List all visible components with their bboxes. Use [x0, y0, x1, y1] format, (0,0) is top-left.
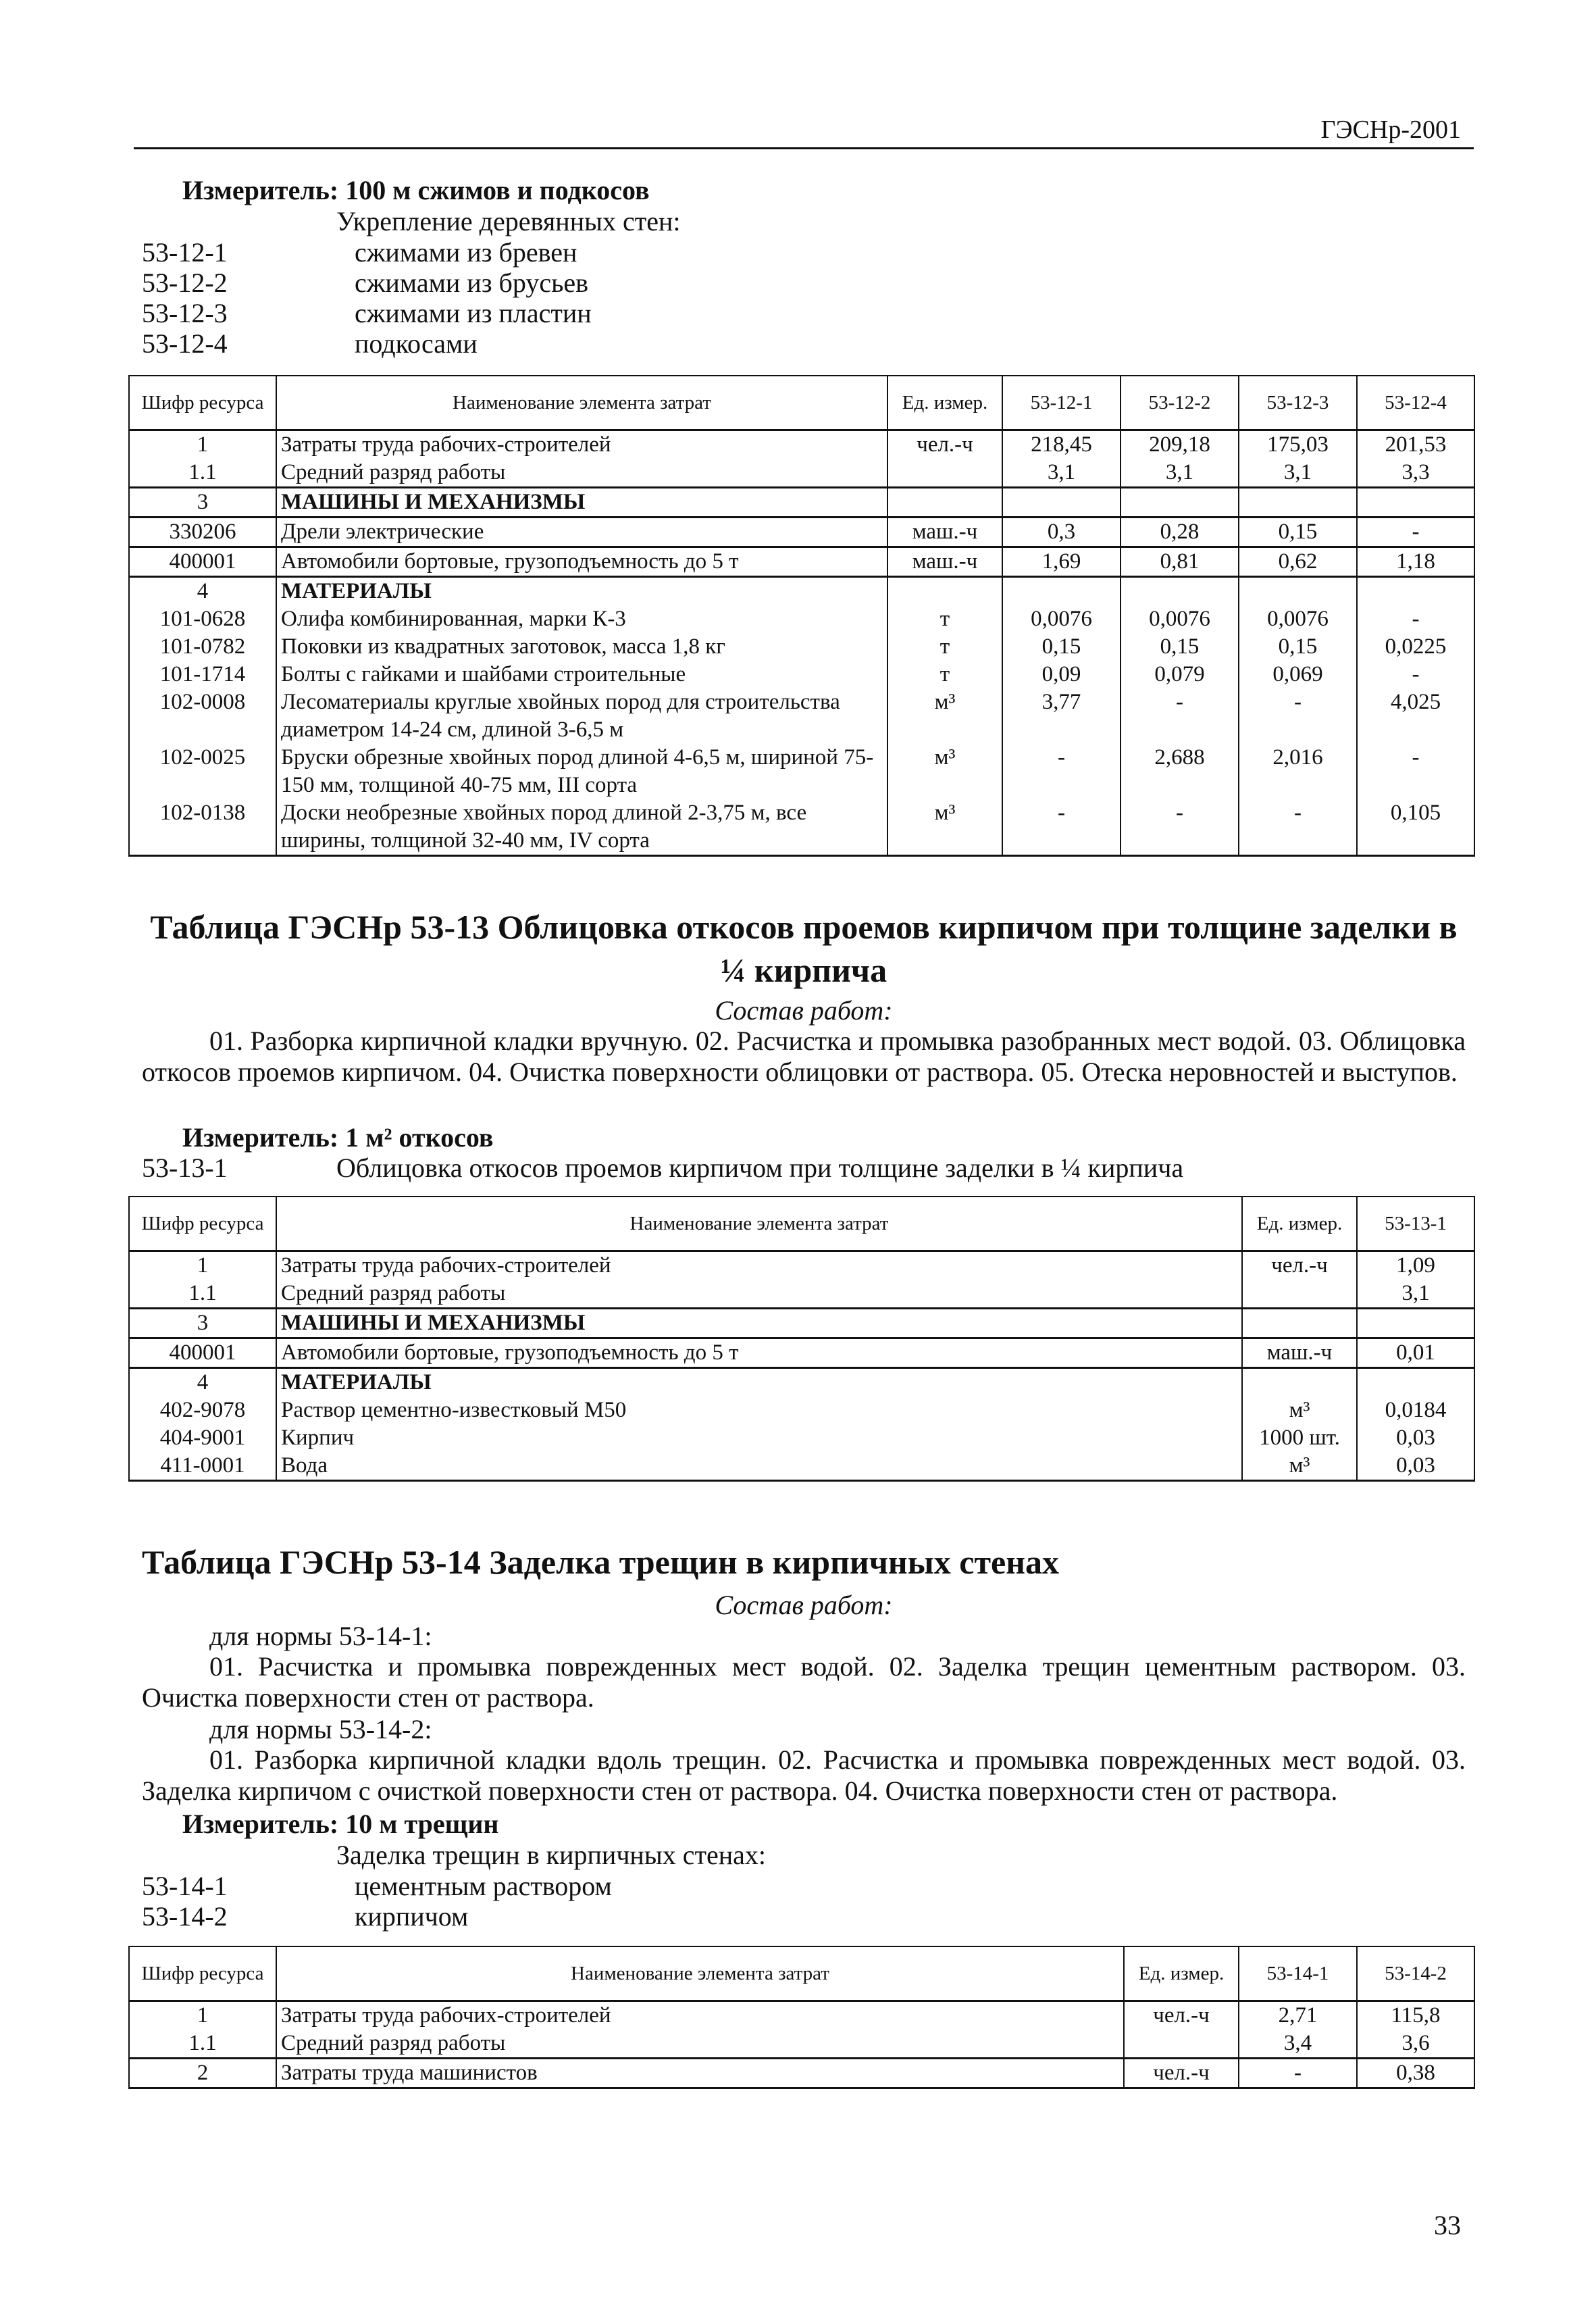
- value-cell: 0,3: [1002, 517, 1121, 547]
- col-header: 53-13-1: [1357, 1197, 1474, 1251]
- resource-code-cell: 101-1714: [129, 661, 276, 688]
- resource-name-cell: Затраты труда рабочих-строителей: [276, 430, 887, 459]
- resource-name-cell: Дрели электрические: [276, 517, 887, 547]
- value-cell: 2,71: [1239, 2001, 1357, 2030]
- table-row: [129, 1367, 1474, 1397]
- sec14-norm2-label: для нормы 53-14-2:: [209, 1714, 432, 1744]
- resource-name-cell: Затраты труда машинистов: [276, 2058, 1124, 2088]
- value-cell: 0,38: [1357, 2058, 1474, 2088]
- col-header: 53-14-2: [1357, 1946, 1474, 2001]
- resource-name-cell: Олифа комбинированная, марки К-3: [276, 605, 887, 633]
- unit-cell: [1242, 1280, 1357, 1309]
- unit-cell: чел.-ч: [887, 430, 1002, 459]
- value-cell: -: [1002, 744, 1121, 799]
- value-cell: [1357, 576, 1474, 605]
- resource-name-cell: Затраты труда рабочих-строителей: [276, 2001, 1124, 2030]
- col-header: Наименование элемента затрат: [276, 1946, 1124, 2001]
- resource-name-cell: МАТЕРИАЛЫ: [276, 576, 887, 605]
- value-cell: [1239, 487, 1357, 517]
- resource-code-cell: 2: [129, 2058, 276, 2088]
- unit-cell: 1000 шт.: [1242, 1424, 1357, 1452]
- col-header: Наименование элемента затрат: [276, 1197, 1242, 1251]
- table-row: [129, 2030, 1474, 2059]
- sec14-title: Таблица ГЭСНр 53-14 Заделка трещин в кирпичных стенах: [142, 1543, 1060, 1581]
- resource-name-cell: Лесоматериалы круглые хвойных пород для строительства диаметром 14-24 см, длиной 3-6,5 м: [276, 688, 887, 744]
- table-row: [129, 576, 1474, 605]
- resource-code-cell: 1.1: [129, 2030, 276, 2059]
- resource-name-cell: Кирпич: [276, 1424, 1242, 1452]
- value-cell: [1002, 576, 1121, 605]
- unit-cell: м³: [887, 744, 1002, 799]
- sec12-item-code: 53-12-1: [142, 237, 228, 268]
- value-cell: 2,016: [1239, 744, 1357, 799]
- resource-code-cell: 3: [129, 487, 276, 517]
- resource-code-cell: 1: [129, 2001, 276, 2030]
- unit-cell: [1124, 2030, 1239, 2059]
- table-row: [129, 1452, 1474, 1481]
- table-row: [129, 1424, 1474, 1452]
- value-cell: [1002, 487, 1121, 517]
- table-header-row: [129, 1946, 1474, 2001]
- resource-table-53-14: [128, 1946, 1475, 2089]
- sec12-item-code: 53-12-2: [142, 268, 228, 298]
- value-cell: 0,81: [1121, 547, 1239, 576]
- table-row: [129, 605, 1474, 633]
- col-header: 53-12-2: [1121, 376, 1239, 430]
- table-row: [129, 661, 1474, 688]
- sec14-item-text: цементным раствором: [355, 1871, 612, 1901]
- value-cell: 4,025: [1357, 688, 1474, 744]
- header-rule: [134, 147, 1474, 149]
- sec14-norm1-label: для нормы 53-14-1:: [209, 1621, 432, 1651]
- col-header: 53-14-1: [1239, 1946, 1357, 2001]
- value-cell: 3,1: [1002, 459, 1121, 488]
- value-cell: 3,1: [1357, 1280, 1474, 1309]
- table-row: [129, 688, 1474, 744]
- value-cell: -: [1239, 2058, 1357, 2088]
- sec12-item-code: 53-12-4: [142, 328, 228, 359]
- table-row: [129, 633, 1474, 661]
- value-cell: [1121, 487, 1239, 517]
- value-cell: [1357, 487, 1474, 517]
- sec12-item-text: сжимами из пластин: [355, 298, 592, 328]
- sec14-meter: Измеритель: 10 м трещин: [182, 1809, 499, 1839]
- col-header: 53-12-3: [1239, 376, 1357, 430]
- col-header: 53-12-1: [1002, 376, 1121, 430]
- unit-cell: м³: [1242, 1397, 1357, 1424]
- col-header: 53-12-4: [1357, 376, 1474, 430]
- resource-name-cell: Доски необрезные хвойных пород длиной 2-3,75 м, все ширины, толщиной 32-40 мм, IV сорта: [276, 799, 887, 856]
- resource-code-cell: 1.1: [129, 459, 276, 488]
- resource-name-cell: Болты с гайками и шайбами строительные: [276, 661, 887, 688]
- table-header-row: [129, 376, 1474, 430]
- table-body: [129, 2001, 1474, 2088]
- unit-cell: маш.-ч: [887, 517, 1002, 547]
- value-cell: 1,69: [1002, 547, 1121, 576]
- col-header: Ед. измер.: [1242, 1197, 1357, 1251]
- resource-code-cell: 1: [129, 430, 276, 459]
- unit-cell: маш.-ч: [1242, 1338, 1357, 1367]
- value-cell: 0,079: [1121, 661, 1239, 688]
- value-cell: 2,688: [1121, 744, 1239, 799]
- value-cell: 0,15: [1121, 633, 1239, 661]
- unit-cell: [887, 459, 1002, 488]
- unit-cell: т: [887, 605, 1002, 633]
- table-row: [129, 799, 1474, 856]
- value-cell: 3,6: [1357, 2030, 1474, 2059]
- value-cell: 0,0076: [1002, 605, 1121, 633]
- value-cell: 3,4: [1239, 2030, 1357, 2059]
- value-cell: 218,45: [1002, 430, 1121, 459]
- resource-code-cell: 4: [129, 576, 276, 605]
- value-cell: -: [1357, 605, 1474, 633]
- sec14-item-code: 53-14-2: [142, 1901, 228, 1932]
- col-header: Ед. измер.: [1124, 1946, 1239, 2001]
- resource-code-cell: 102-0138: [129, 799, 276, 856]
- table-row: [129, 2058, 1474, 2088]
- resource-table-53-13: [128, 1196, 1475, 1482]
- resource-name-cell: Средний разряд работы: [276, 459, 887, 488]
- sec12-item-text: сжимами из брусьев: [355, 268, 588, 298]
- sec14-item-text: кирпичом: [355, 1901, 469, 1932]
- sec14-caption: Заделка трещин в кирпичных стенах:: [336, 1840, 766, 1870]
- table-row: [129, 1397, 1474, 1424]
- value-cell: 0,15: [1239, 633, 1357, 661]
- value-cell: [1357, 1308, 1474, 1338]
- value-cell: 1,18: [1357, 547, 1474, 576]
- resource-name-cell: Средний разряд работы: [276, 1280, 1242, 1309]
- table-row: [129, 1308, 1474, 1338]
- unit-cell: [887, 576, 1002, 605]
- unit-cell: чел.-ч: [1124, 2001, 1239, 2030]
- value-cell: 175,03: [1239, 430, 1357, 459]
- unit-cell: чел.-ч: [1124, 2058, 1239, 2088]
- table-row: [129, 547, 1474, 576]
- table-row: [129, 744, 1474, 799]
- sec12-item-text: подкосами: [355, 328, 478, 359]
- value-cell: -: [1357, 661, 1474, 688]
- unit-cell: чел.-ч: [1242, 1251, 1357, 1280]
- value-cell: 209,18: [1121, 430, 1239, 459]
- unit-cell: т: [887, 661, 1002, 688]
- value-cell: 0,03: [1357, 1452, 1474, 1481]
- table-body: [129, 430, 1474, 855]
- resource-code-cell: 101-0782: [129, 633, 276, 661]
- value-cell: 115,8: [1357, 2001, 1474, 2030]
- value-cell: 0,62: [1239, 547, 1357, 576]
- resource-code-cell: 102-0008: [129, 688, 276, 744]
- value-cell: -: [1239, 799, 1357, 856]
- value-cell: 0,15: [1239, 517, 1357, 547]
- sec13-work: 01. Разборка кирпичной кладки вручную. 02. Расчистка и промывка разобранных мест водой. 03. Облицовка откосов проемов кирпичом. 04. Очистка поверхности облицовки от раствора. 05. Отеска неровностей и выступов.: [142, 1026, 1466, 1087]
- value-cell: 0,03: [1357, 1424, 1474, 1452]
- resource-code-cell: 404-9001: [129, 1424, 276, 1452]
- resource-code-cell: 3: [129, 1308, 276, 1338]
- resource-code-cell: 4: [129, 1367, 276, 1397]
- table-row: [129, 1280, 1474, 1309]
- value-cell: 0,28: [1121, 517, 1239, 547]
- unit-cell: [1242, 1308, 1357, 1338]
- resource-name-cell: Поковки из квадратных заготовок, масса 1,8 кг: [276, 633, 887, 661]
- resource-name-cell: Средний разряд работы: [276, 2030, 1124, 2059]
- value-cell: 0,105: [1357, 799, 1474, 856]
- unit-cell: т: [887, 633, 1002, 661]
- value-cell: 0,0076: [1121, 605, 1239, 633]
- unit-cell: [887, 487, 1002, 517]
- col-header: Шифр ресурса: [129, 376, 276, 430]
- table-row: [129, 1338, 1474, 1367]
- value-cell: 0,0076: [1239, 605, 1357, 633]
- col-header: Наименование элемента затрат: [276, 376, 887, 430]
- value-cell: [1239, 576, 1357, 605]
- resource-name-cell: МАТЕРИАЛЫ: [276, 1367, 1242, 1397]
- unit-cell: м³: [887, 799, 1002, 856]
- sec14-norm2-text: 01. Разборка кирпичной кладки вдоль трещин. 02. Расчистка и промывка поврежденных мест водой. 03. Заделка кирпичом с очисткой поверхности стен от раствора. 04. Очистка поверхности стен от раствора.: [142, 1744, 1466, 1806]
- resource-table-53-12: [128, 375, 1475, 857]
- value-cell: -: [1002, 799, 1121, 856]
- table-row: [129, 517, 1474, 547]
- table-row: [129, 1251, 1474, 1280]
- unit-cell: маш.-ч: [887, 547, 1002, 576]
- sec14-norm1-text: 01. Расчистка и промывка поврежденных мест водой. 02. Заделка трещин цементным раствором. 03. Очистка поверхности стен от раствора.: [142, 1651, 1466, 1713]
- value-cell: 0,0184: [1357, 1397, 1474, 1424]
- sec13-title: Таблица ГЭСНр 53-13 Облицовка откосов проемов кирпичом при толщине заделки в ¼ кирпича: [150, 908, 1458, 989]
- sec13-sostav: Состав работ:: [715, 995, 893, 1026]
- resource-name-cell: Автомобили бортовые, грузоподъемность до 5 т: [276, 547, 887, 576]
- table-row: [129, 459, 1474, 488]
- page-number: 33: [1434, 2210, 1461, 2240]
- resource-code-cell: 411-0001: [129, 1452, 276, 1481]
- table-row: [129, 487, 1474, 517]
- sec14-item-code: 53-14-1: [142, 1871, 228, 1901]
- sec14-sostav: Состав работ:: [715, 1590, 893, 1620]
- resource-code-cell: 400001: [129, 547, 276, 576]
- value-cell: [1357, 1367, 1474, 1397]
- resource-code-cell: 1: [129, 1251, 276, 1280]
- sec13-meter: Измеритель: 1 м² откосов: [182, 1122, 494, 1153]
- value-cell: 201,53: [1357, 430, 1474, 459]
- value-cell: -: [1121, 799, 1239, 856]
- resource-code-cell: 400001: [129, 1338, 276, 1367]
- col-header: Шифр ресурса: [129, 1946, 276, 2001]
- value-cell: -: [1239, 688, 1357, 744]
- resource-code-cell: 101-0628: [129, 605, 276, 633]
- value-cell: 1,09: [1357, 1251, 1474, 1280]
- value-cell: 0,0225: [1357, 633, 1474, 661]
- value-cell: 3,1: [1121, 459, 1239, 488]
- resource-name-cell: Бруски обрезные хвойных пород длиной 4-6,5 м, шириной 75-150 мм, толщиной 40-75 мм, III сорта: [276, 744, 887, 799]
- sec13-item-code: 53-13-1: [142, 1153, 228, 1183]
- sec12-caption: Укрепление деревянных стен:: [336, 206, 681, 236]
- value-cell: -: [1121, 688, 1239, 744]
- resource-code-cell: 1.1: [129, 1280, 276, 1309]
- resource-code-cell: 330206: [129, 517, 276, 547]
- value-cell: -: [1357, 517, 1474, 547]
- unit-cell: м³: [887, 688, 1002, 744]
- sec12-item-text: сжимами из бревен: [355, 237, 577, 268]
- resource-name-cell: Раствор цементно-известковый М50: [276, 1397, 1242, 1424]
- value-cell: [1121, 576, 1239, 605]
- unit-cell: м³: [1242, 1452, 1357, 1481]
- value-cell: -: [1357, 744, 1474, 799]
- table-row: [129, 430, 1474, 459]
- value-cell: 0,069: [1239, 661, 1357, 688]
- value-cell: 0,09: [1002, 661, 1121, 688]
- value-cell: 3,77: [1002, 688, 1121, 744]
- value-cell: 0,01: [1357, 1338, 1474, 1367]
- col-header: Шифр ресурса: [129, 1197, 276, 1251]
- table-body: [129, 1251, 1474, 1480]
- resource-code-cell: 102-0025: [129, 744, 276, 799]
- sec12-item-code: 53-12-3: [142, 298, 228, 328]
- resource-code-cell: 402-9078: [129, 1397, 276, 1424]
- resource-name-cell: МАШИНЫ И МЕХАНИЗМЫ: [276, 487, 887, 517]
- sec12-meter: Измеритель: 100 м сжимов и подкосов: [182, 175, 650, 205]
- sec13-item-text: Облицовка откосов проемов кирпичом при толщине заделки в ¼ кирпича: [336, 1153, 1184, 1183]
- resource-name-cell: Затраты труда рабочих-строителей: [276, 1251, 1242, 1280]
- resource-name-cell: МАШИНЫ И МЕХАНИЗМЫ: [276, 1308, 1242, 1338]
- value-cell: 3,3: [1357, 459, 1474, 488]
- value-cell: 0,15: [1002, 633, 1121, 661]
- unit-cell: [1242, 1367, 1357, 1397]
- document-code: ГЭСНр-2001: [1320, 116, 1461, 144]
- table-header-row: [129, 1197, 1474, 1251]
- value-cell: 3,1: [1239, 459, 1357, 488]
- resource-name-cell: Автомобили бортовые, грузоподъемность до 5 т: [276, 1338, 1242, 1367]
- resource-name-cell: Вода: [276, 1452, 1242, 1481]
- col-header: Ед. измер.: [887, 376, 1002, 430]
- table-row: [129, 2001, 1474, 2030]
